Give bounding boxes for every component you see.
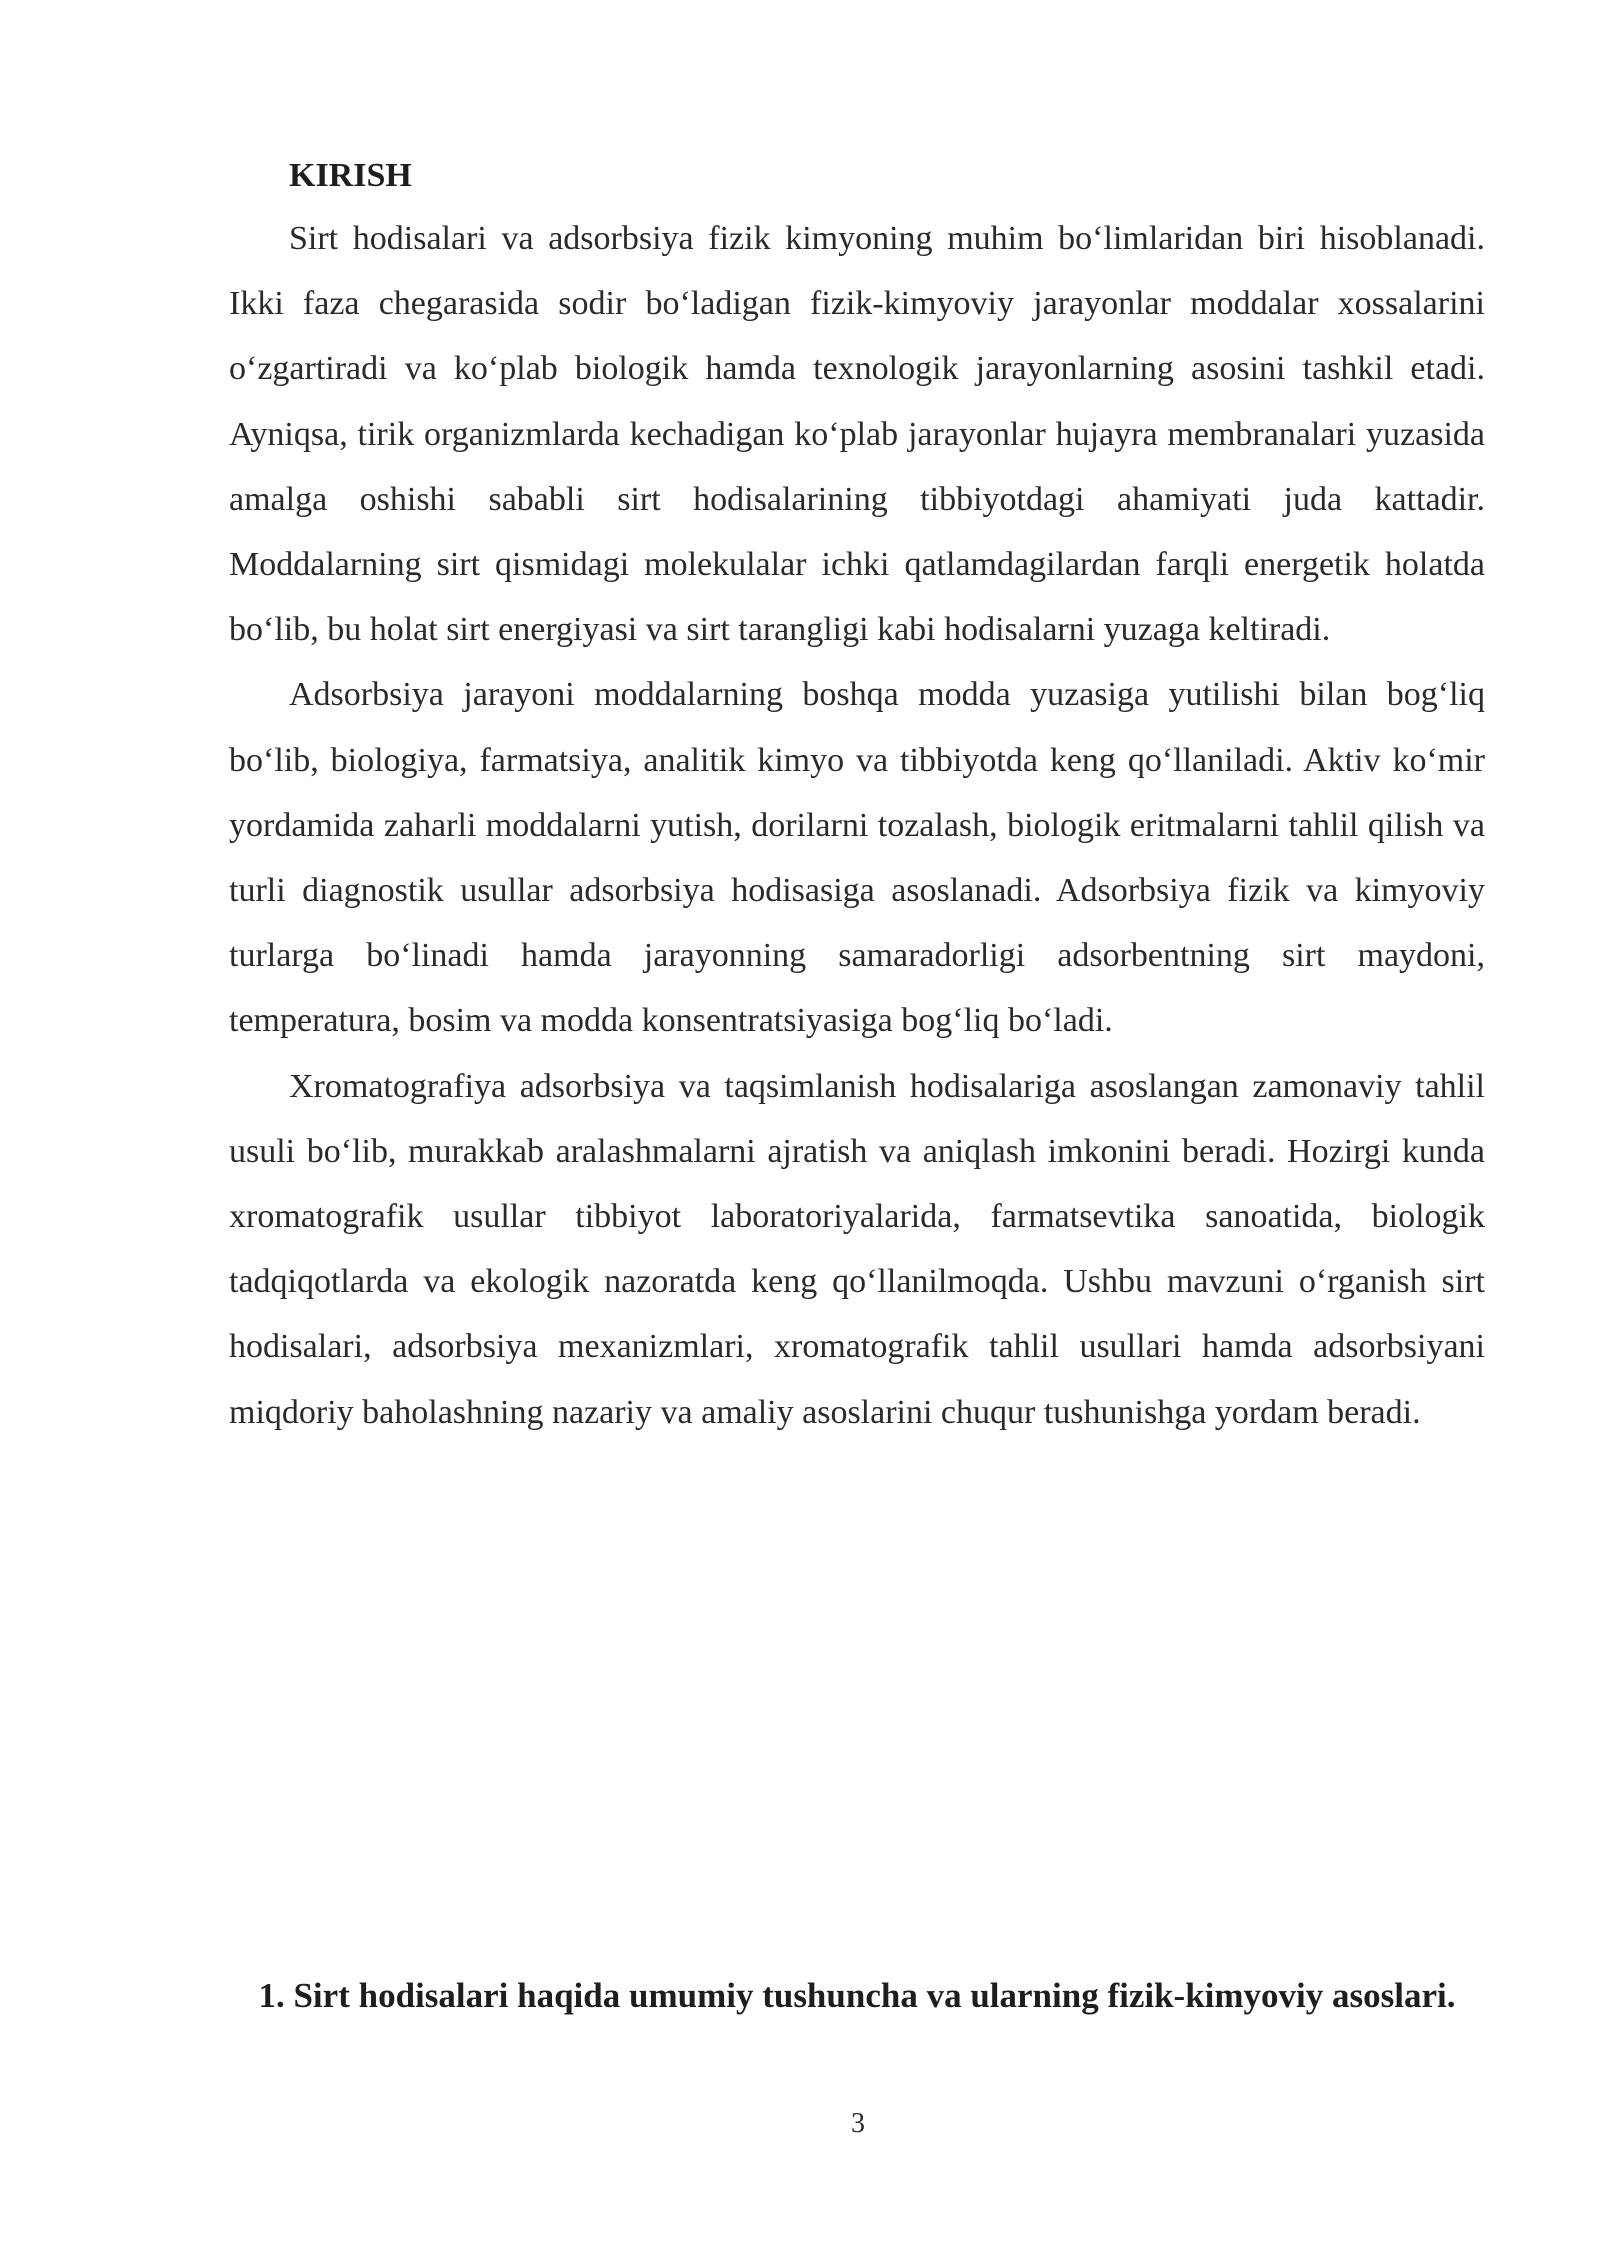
intro-heading: KIRISH [289, 157, 412, 194]
document-body [229, 146, 1485, 1445]
intro-paragraph-2: Adsorbsiya jarayoni moddalarning boshqa modda yuzasiga yutilishi bilan bog‘liq bo‘lib, biologiya, farmatsiya, analitik kimyo va tibbiyotda keng qo‘llaniladi. Aktiv ko‘mir yordamida zaharli moddalarni yutish, dorilarni tozalash, biologik eritmalarni tahlil qilish va turli diagnostik usullar adsorbsiya hodisasiga asoslanadi. Adsorbsiya fizik va kimyoviy turlarga bo‘linadi hamda jarayonning samaradorligi adsorbentning sirt maydoni, temperatura, bosim va modda konsentratsiyasiga bog‘liq bo‘ladi. [229, 676, 1485, 1040]
intro-paragraph-1: Sirt hodisalari va adsorbsiya fizik kimyoning muhim bo‘limlaridan biri hisoblanadi. Ikki faza chegarasida sodir bo‘ladigan fizik-kimyoviy jarayonlar moddalar xossalarini o‘zgartiradi va ko‘plab biologik hamda texnologik jarayonlarning asosini tashkil etadi. Ayniqsa, tirik organizmlarda kechadigan ko‘plab jarayonlar hujayra membranalari yuzasida amalga oshishi sababli sirt hodisalarining tibbiyotdagi ahamiyati juda kattadir. Moddalarning sirt qismidagi molekulalar ichki qatlamdagilardan farqli energetik holatda bo‘lib, bu holat sirt energiyasi va sirt tarangligi kabi hodisalarni yuzaga keltiradi. [229, 220, 1485, 649]
intro-paragraph-3: Xromatografiya adsorbsiya va taqsimlanish hodisalariga asoslangan zamonaviy tahlil usuli bo‘lib, murakkab aralashmalarni ajratish va aniqlash imkonini beradi. Hozirgi kunda xromatografik usullar tibbiyot laboratoriyalarida, farmatsevtika sanoatida, biologik tadqiqotlarda va ekologik nazoratda keng qo‘llanilmoqda. Ushbu mavzuni o‘rganish sirt hodisalari, adsorbsiya mexanizmlari, xromatografik tahlil usullari hamda adsorbsiyani miqdoriy baholashning nazariy va amaliy asoslarini chuqur tushunishga yordam beradi. [229, 1067, 1485, 1431]
section-heading: 1. Sirt hodisalari haqida umumiy tushuncha va ularning fizik-kimyoviy asoslari. [258, 1976, 1456, 2015]
page-number: 3 [851, 2108, 865, 2139]
